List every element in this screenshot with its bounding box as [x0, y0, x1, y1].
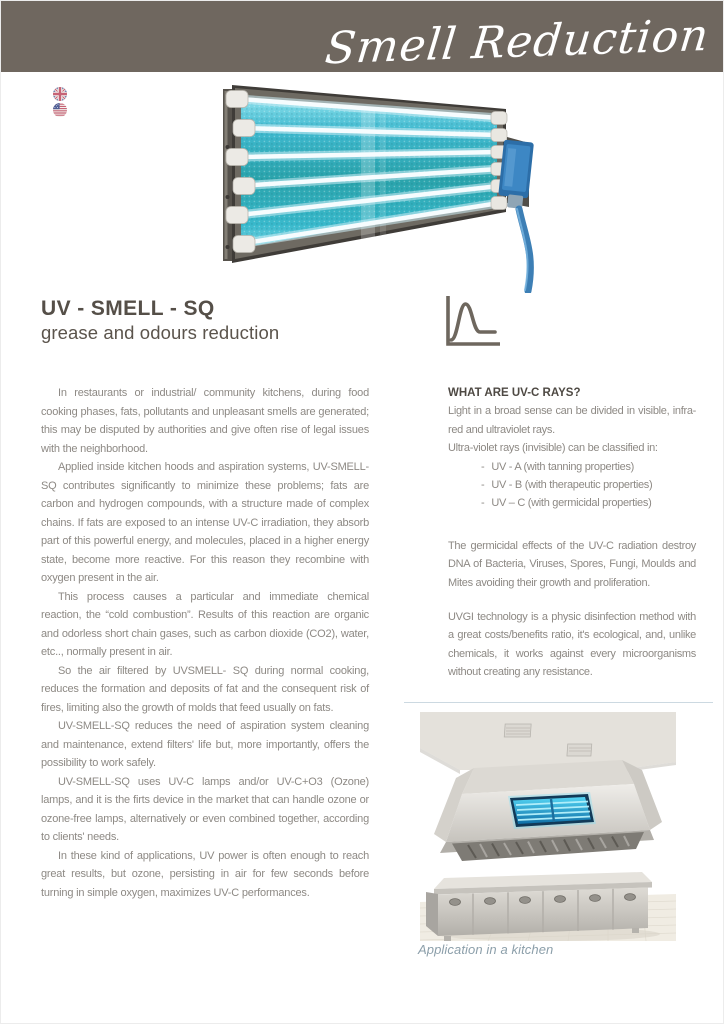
- section-heading: WHAT ARE UV-C RAYS?: [448, 387, 581, 399]
- body-column-left: [41, 384, 369, 902]
- germicidal-paragraph: The germicidal effects of the UV-C radiation destroy DNA of Bacteria, Viruses, Spores, Fungi, Moulds and Mites avoiding their growth and proliferation.: [448, 539, 696, 589]
- body-paragraph: Applied inside kitchen hoods and aspiration systems, UV-SMELL-SQ contributes significantly to minimize these problems; fats are carbon and hydrogen compounds, with a structure made of complex chains. If fats are exposed to an intense UV-C irradiation, they absorb part of this powerful energy, and molecules, placed in a higher energy state, become more reactive. For this reason they recombine with oxygen present in the air.: [41, 461, 369, 584]
- us-flag-icon[interactable]: [53, 103, 67, 117]
- intro-paragraph: Light in a broad sense can be divided in visible, infra-red and ultraviolet rays.: [448, 405, 696, 436]
- language-switcher: [53, 87, 68, 119]
- list-item: - UV – C (with germicidal properties): [481, 497, 652, 510]
- kitchen-application-image: [420, 712, 676, 941]
- section-divider: [404, 702, 713, 703]
- list-item: - UV - A (with tanning properties): [481, 460, 635, 473]
- page-title: UV - SMELL - SQ: [41, 297, 215, 320]
- uv-types-list: [448, 458, 696, 513]
- image-caption: Application in a kitchen: [418, 942, 554, 957]
- body-paragraph: So the air filtered by UVSMELL- SQ during normal cooking, reduces the formation and deposits of fat and the consequent risk of fires, limiting also the growth of molds that feed usually on fats.: [41, 664, 369, 714]
- body-paragraph: In restaurants or industrial/ community kitchens, during food cooking phases, fats, pollutants and unpleasant smells are generated; this may be disputed by authorities and give often rise of legal issues with the neighborhood.: [41, 387, 369, 455]
- body-paragraph: UV-SMELL-SQ reduces the need of aspiration system cleaning and maintenance, extend filters' life but, more importantly, offers the possibility to work safely.: [41, 720, 369, 769]
- uv-lamp-product-image: [223, 85, 535, 293]
- script-title: Smell Reduction: [322, 10, 712, 75]
- list-item: - UV - B (with therapeutic properties): [481, 479, 653, 492]
- body-column-right: [448, 384, 696, 682]
- uk-flag-icon[interactable]: [53, 87, 67, 101]
- classify-paragraph: Ultra-violet rays (invisible) can be classified in:: [448, 442, 658, 455]
- page-subtitle: grease and odours reduction: [41, 322, 280, 343]
- uvgi-paragraph: UVGI technology is a physic disinfection method with a great costs/benefits ratio, it's ecological, and, unlike chemicals, it works against every microorganisms without creating any resistance.: [448, 611, 696, 679]
- body-paragraph: This process causes a particular and immediate chemical reaction, the “cold combustion”. Results of this reaction are organic and odorless short chain gases, such as carbon dioxide (CO2), water, etc.., normally present in air.: [41, 590, 369, 658]
- uv-spectrum-chart-icon: [437, 293, 503, 351]
- page-header: [1, 1, 723, 75]
- body-paragraph: UV-SMELL-SQ uses UV-C lamps and/or UV-C+O3 (Ozone) lamps, and it is the firts device in the market that can handle ozone or ozone-free lamps, alternatively or even combined together, according to clients' needs.: [41, 775, 369, 843]
- title-block: [41, 297, 401, 344]
- body-paragraph: In these kind of applications, UV power is often enough to reach great results, but ozone, persisting in air for few seconds before turning in simple oxygen, maximizes UV-C performances.: [41, 849, 369, 899]
